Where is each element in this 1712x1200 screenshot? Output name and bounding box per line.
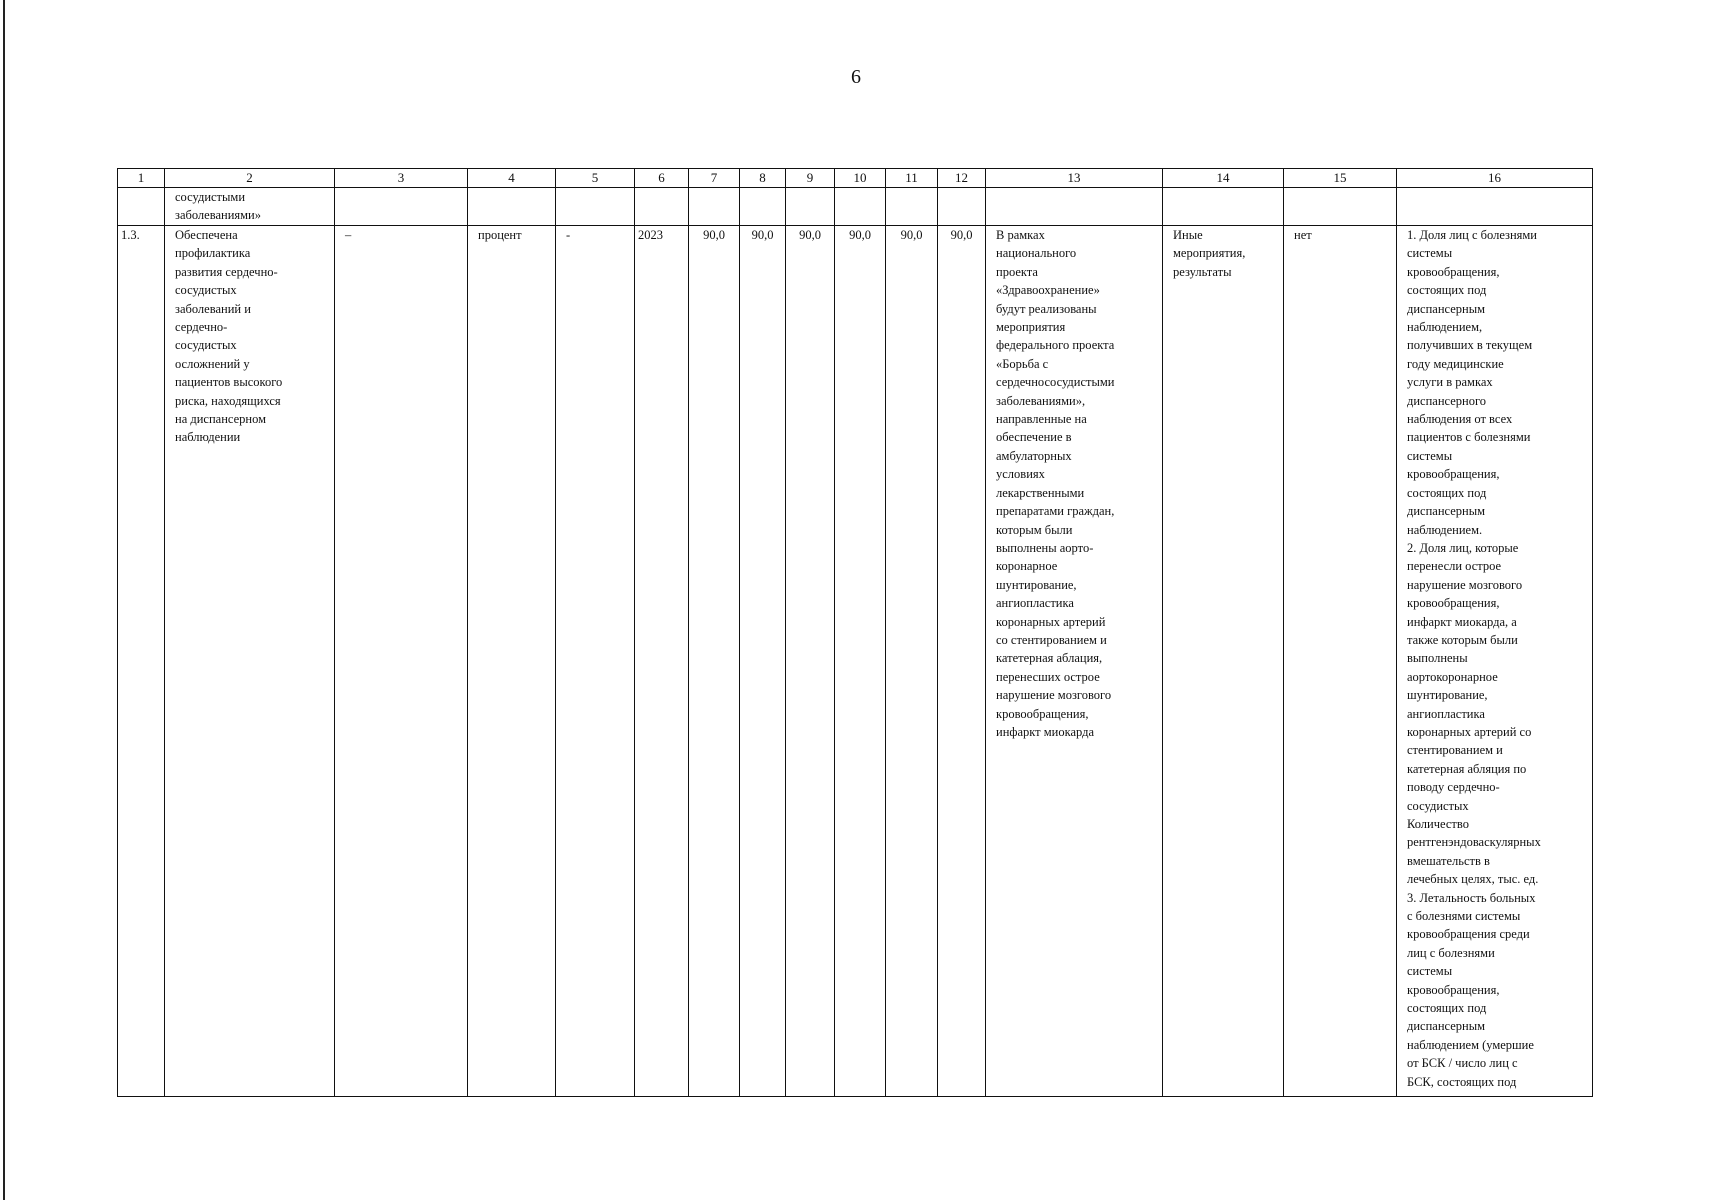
- table-cell: [786, 188, 835, 226]
- column-number-row: [118, 169, 1593, 188]
- column-number: 12: [938, 169, 986, 188]
- unit-value: процент: [468, 226, 556, 1097]
- related-indicators-text: 1. Доля лиц с болезнями системы кровообращения, состоящих под диспансерным наблюдением, получивших в текущем году медицинские услуги в рамках диспансерного наблюдения от всех пациентов с болезнями системы кровообращения, состоящих под диспансерным наблюдением. 2. Доля лиц, которые перенесли острое нарушение мозгового кровообращения, инфаркт миокарда, а также которым были выполнены аортокоронарное шунтирование, ангиопластика коронарных артерий со стентированием и катетерная абляция по поводу сердечно- сосудистых Количество рентгенэндоваскулярных вмешательств в лечебных целях, тыс. ед. 3. Летальность больных с болезнями системы кровообращения среди лиц с болезнями системы кровообращения, состоящих под диспансерным наблюдением (умершие от БСК / число лиц с БСК, состоящих под: [1397, 226, 1593, 1097]
- table-cell: [986, 188, 1163, 226]
- row-number: 1.3.: [118, 226, 165, 1097]
- col3-value: –: [335, 226, 468, 1097]
- table-cell: [740, 188, 786, 226]
- table-cell: [556, 188, 635, 226]
- page-left-edge: [3, 0, 5, 1200]
- col15-value: нет: [1284, 226, 1397, 1097]
- column-number: 14: [1163, 169, 1284, 188]
- column-number: 6: [635, 169, 689, 188]
- column-number: 9: [786, 169, 835, 188]
- continuation-indicator-text: сосудистыми заболеваниями»: [165, 188, 335, 226]
- table-cell: [1397, 188, 1593, 226]
- indicator-name: Обеспечена профилактика развития сердечно- сосудистых заболеваний и сердечно- сосудистых осложнений у пациентов высокого риска, находящихся на диспансерном наблюдении: [165, 226, 335, 1097]
- page-number: 6: [851, 66, 861, 88]
- column-number: 11: [886, 169, 938, 188]
- column-number: 2: [165, 169, 335, 188]
- table-row-1-3: [118, 226, 1593, 1097]
- column-number: 1: [118, 169, 165, 188]
- table-cell: [1284, 188, 1397, 226]
- column-number: 15: [1284, 169, 1397, 188]
- table-cell: [938, 188, 986, 226]
- column-number: 3: [335, 169, 468, 188]
- column-number: 4: [468, 169, 556, 188]
- table-cell: [335, 188, 468, 226]
- type-text: Иные мероприятия, результаты: [1163, 226, 1284, 1097]
- table-cell: [118, 188, 165, 226]
- column-number: 5: [556, 169, 635, 188]
- table-cell: [635, 188, 689, 226]
- column-number: 7: [689, 169, 740, 188]
- table-cell: [886, 188, 938, 226]
- column-number: 10: [835, 169, 886, 188]
- column-number: 8: [740, 169, 786, 188]
- value-cell: 90,0: [689, 226, 740, 1097]
- value-cell: 90,0: [786, 226, 835, 1097]
- value-cell: 90,0: [740, 226, 786, 1097]
- year-value: 2023: [635, 226, 689, 1097]
- column-number: 13: [986, 169, 1163, 188]
- description-text: В рамках национального проекта «Здравоохранение» будут реализованы мероприятия федерального проекта «Борьба с сердечнососудистыми заболеваниями», направленные на обеспечение в амбулаторных условиях лекарственными препаратами граждан, которым были выполнены аорто- коронарное шунтирование, ангиопластика коронарных артерий со стентированием и катетерная аблация, перенесших острое нарушение мозгового кровообращения, инфаркт миокарда: [986, 226, 1163, 1097]
- value-cell: 90,0: [886, 226, 938, 1097]
- value-cell: 90,0: [938, 226, 986, 1097]
- column-number: 16: [1397, 169, 1593, 188]
- table-cell: [689, 188, 740, 226]
- table-cell: [468, 188, 556, 226]
- table-cell: [835, 188, 886, 226]
- col5-value: -: [556, 226, 635, 1097]
- continuation-row: [118, 188, 1593, 226]
- data-table: [117, 168, 1593, 1097]
- value-cell: 90,0: [835, 226, 886, 1097]
- table-cell: [1163, 188, 1284, 226]
